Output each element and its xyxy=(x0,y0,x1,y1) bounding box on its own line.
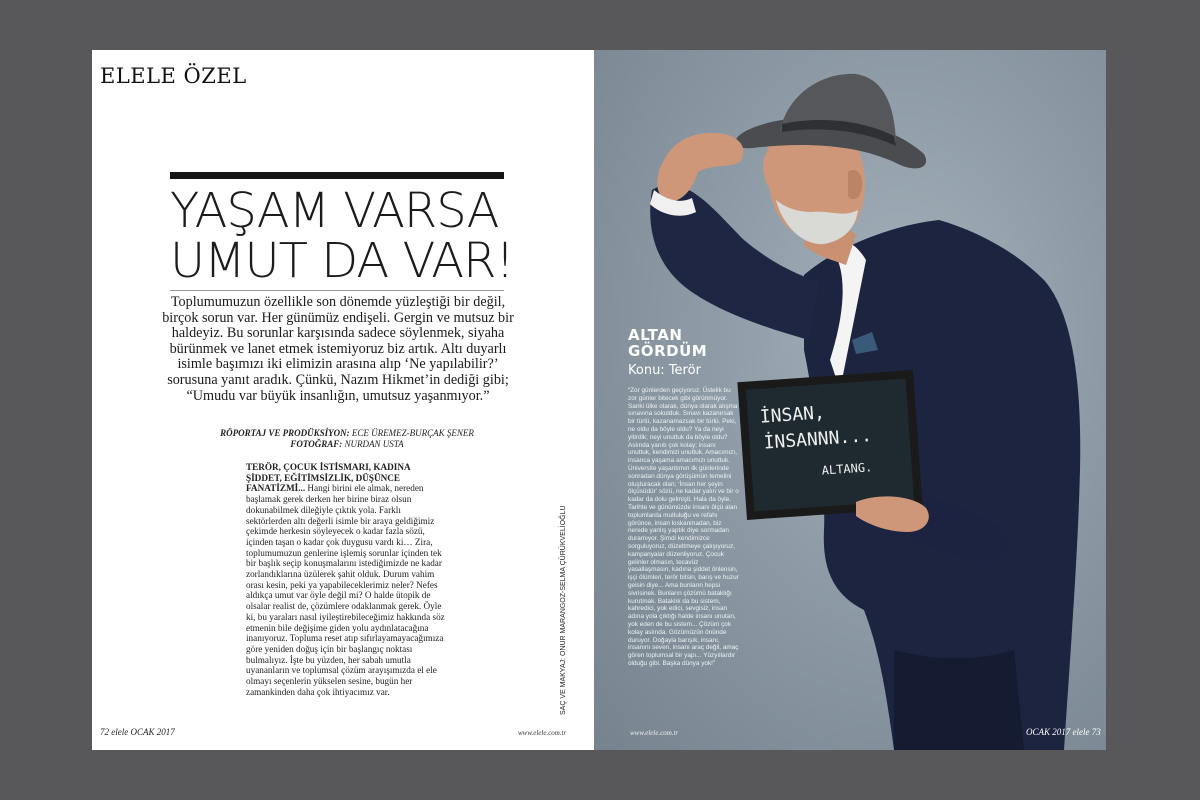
person-name xyxy=(628,327,707,359)
left-page xyxy=(92,50,594,750)
headline xyxy=(170,183,514,289)
body-lead: TERÖR, ÇOCUK İSTİSMARI, KADINA ŞİDDET, EĞİTİMSİZLİK, DÜŞÜNCE FANATİZMİ... xyxy=(246,462,411,494)
body-text: Hangi birini ele almak, nereden başlamak gerek derken her birine biraz olsun dokunabilmek dileğiyle çıktık yola. Farklı sektörlerden altı değerli isimle bir araya geldiğimiz çekimde herkesin söyleyecek o kadar fazla sözü, içinden taşan o kadar çok duygusu vardı ki… Zira, toplumumuzun genlerine işlemiş sorunlar içinden tek bir başlık seçip konuşmalarını istediğimizde ne kadar zorlandıklarına üzülerek şahit olduk. Durum vahim orası kesin, peki ya yapabileceklerimiz neler? Nefes aldıkça umut var öyle değil mi? O halde ütopik de olsalar realist de, çözümlere odaklanmak gerek. Öyle ki, bu yaraları nasıl iyileştirebileceğimiz hakkında söz etmenin bile değişime giden yolu aydınlatacağına inanıyoruz. Topluma reset atıp sıfırlayamayacağımıza göre yeniden doğuş için bir başlangıç noktası bulmalıyız. İşte bu yüzden, her sabah umutla uyananların ve toplumsal çözüm arayışımızda el ele olmayı seçenlerin yükselen sesine, bugün her zamankinden daha çok ihtiyacımız var. xyxy=(246,483,445,697)
credit-photo: FOTOĞRAF: NURDAN USTA xyxy=(290,439,404,449)
vertical-credit: SAÇ VE MAKYAJ: ONUR MARANGOZ-SELMA ÇÜRÜKVELİOĞLU xyxy=(560,505,567,715)
folio-left: 72 elele OCAK 2017 xyxy=(100,727,175,737)
headline-line-1: YAŞAM VARSA xyxy=(170,183,499,239)
credit-interview: RÖPORTAJ VE PRODÜKSİYON: ECE ÜREMEZ-BURÇAK ŞENER xyxy=(220,428,474,438)
sign-line-1: İNSAN, xyxy=(759,402,826,428)
right-page xyxy=(594,50,1106,750)
folio-right: OCAK 2017 elele 73 xyxy=(1026,727,1101,737)
sign-line-2: İNSANNN... xyxy=(762,425,873,454)
title-rule xyxy=(170,290,504,291)
sign-signature: ALTANG. xyxy=(821,460,873,478)
url-left: www.elele.com.tr xyxy=(518,729,567,737)
raised-hand xyxy=(657,133,743,202)
quote-text: “Zor günlerden geçiyoruz. Üstelik bu zor günler bitecek gibi görünmüyor. Sanki ülke olarak, dünya olarak alışma sınavına sokulduk. Sınavı kazanırsak bir türlü, kazanamazsak bir türlü. Peki, ne oldu da böyle oldu? Ya da neyi yitirdik; neyi unuttuk da böyle oldu? Aslında yanıtı çok kolay; insanı unuttuk, kendimizi unuttuk. Amacımızı, insanca yaşama amacımızı unuttuk. Üniversite yaşantımın ilk günlerinde sonradan dünya görüşümün temelini oluşturacak olan; ‘İnsan her şeyin ölçüsüdür’ sözü, ne kadar yalın ve bir o kadar da dolu gelmişti. Hala da öyle. Tarihte ve günümüzde insanı ölçü alan toplumlarda mutluluğu ve refahı görünce, insan kıskanmadan, biz nerede yanlış yaptık diye sormadan duramıyor. Şimdi kendimizce sorguluyoruz, düzeltmeye çalışıyoruz, kampanyalar düzenliyoruz. Çocuk gelinler olmasın, tecavüz yasallaşmasın, kadına şiddet önlensin, işçi ölümleri, terör bitsin, barış ve huzur gelsin diye... Ama bunların hepsi sivrisinek. Bunların çözümü bataklığı kurutmak. Bataklık da bu sistem, kahredici, yok edici, sevgisiz, insan adına yola çıktığı halde insanı unutan, yok eden de bu sistem... Çözüm çok kolay aslında. Gözümüzün önünde duruyor. Doğayla barışık, insanı, insanını seven, insanı araç değil, amaç gören toplumsal bir yapı... Yüzyıllardır olduğu gibi. Başka dünya yok!” xyxy=(628,387,739,667)
url-right: www.elele.com.tr xyxy=(630,729,679,737)
title-top-bar xyxy=(170,172,504,179)
credits xyxy=(202,428,492,450)
person-name-line-1: ALTAN xyxy=(628,326,683,344)
section-tag: ELELE ÖZEL xyxy=(100,64,247,88)
body-column xyxy=(246,462,446,697)
topic-label: Konu: Terör xyxy=(628,363,701,378)
headline-line-2: UMUT DA VAR! xyxy=(170,233,514,289)
intro-paragraph: Toplumumuzun özellikle son dönemde yüzleştiği bir değil, birçok sorun var. Her günümüz endişeli. Gergin ve mutsuz bir haldeyiz. Bu sorunlar karşısında sadece söylenmek, siyaha bürünmek ve lanet etmek istemiyoruz biz artık. Altı duyarlı isimle başımızı iki elimizin arasına alıp ‘Ne yapılabilir?’ sorusuna yanıt aradık. Çünkü, Nazım Hikmet’in dediği gibi; “Umudu var büyük insanlığın, umutsuz yaşanmıyor.” xyxy=(162,294,514,404)
trousers xyxy=(894,650,1024,750)
person-name-line-2: GÖRDÜM xyxy=(628,342,708,360)
